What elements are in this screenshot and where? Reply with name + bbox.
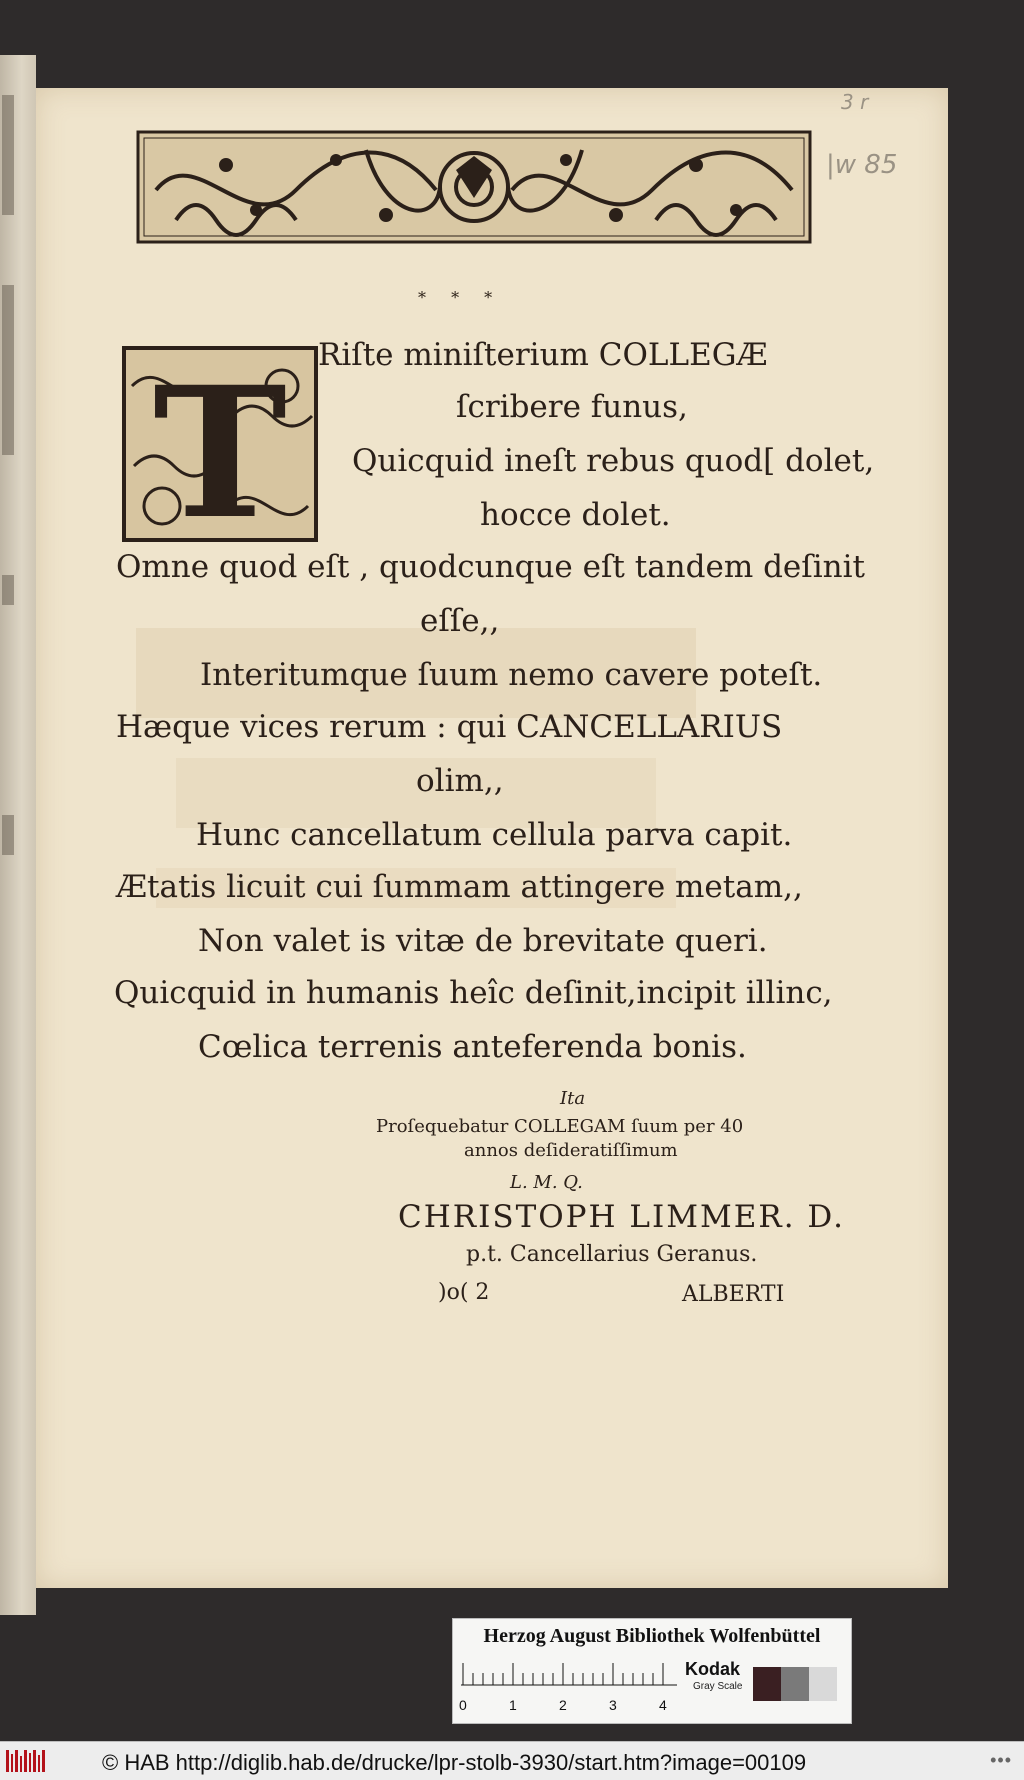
gray-swatch-dark: [753, 1667, 781, 1701]
ornamental-headpiece: [136, 130, 812, 244]
gray-scale-label: Gray Scale: [693, 1681, 743, 1692]
left-page-text-fragment: [2, 95, 14, 215]
closing-dedication-line: Proſequebatur COLLEGAM ſuum per 40: [376, 1116, 744, 1137]
left-page-text-fragment: [2, 815, 14, 855]
poem-line: Hæque vices rerum : qui CANCELLARIUS: [116, 709, 783, 745]
author-title: p.t. Cancellarius Geranus.: [466, 1242, 758, 1267]
kodak-brand: Kodak: [685, 1659, 741, 1679]
poem-line: ſcribere funus,: [456, 389, 688, 425]
poem-line: Omne quod eſt , quodcunque eſt tandem deſinit: [116, 549, 865, 585]
author-name: CHRISTOPH LIMMER. D.: [398, 1199, 846, 1235]
decorated-initial-letter: [122, 346, 318, 542]
pencil-shelfmark-note: |w 85: [826, 150, 898, 180]
ruler-digit: 2: [559, 1697, 567, 1713]
ruler-digit: 1: [509, 1697, 517, 1713]
ruler-digit: 0: [459, 1697, 467, 1713]
library-name: Herzog August Bibliothek Wolfenbüttel: [483, 1625, 821, 1647]
signature-mark: )o( 2: [438, 1280, 490, 1305]
poem-line: Riſte miniſterium COLLEGÆ: [318, 337, 768, 373]
poem-line: Quicquid ineſt rebus quod[ dolet,: [352, 443, 875, 479]
poem-line: eſſe,,: [420, 603, 500, 639]
color-target-card: [452, 1618, 852, 1724]
more-options-button[interactable]: •••: [990, 1750, 1012, 1770]
document-page: [36, 88, 948, 1588]
gray-swatch-mid: [781, 1667, 809, 1701]
pencil-folio-number: 3 r: [841, 90, 869, 114]
poem-line: Interitumque ſuum nemo cavere poteſt.: [200, 657, 823, 693]
ruler-digit: 4: [659, 1697, 667, 1713]
asterism: * * *: [418, 288, 503, 307]
catchword: ALBERTI: [682, 1282, 785, 1307]
left-page-text-fragment: [2, 575, 14, 605]
ruler-digit: 3: [609, 1697, 617, 1713]
left-page-text-fragment: [2, 285, 14, 455]
poem-line: Non valet is vitæ de brevitate queri.: [198, 923, 768, 959]
poem-line: hocce dolet.: [480, 497, 671, 533]
initial-letter-glyph: T: [153, 348, 287, 542]
closing-ita: Ita: [560, 1088, 586, 1109]
measurement-ruler: [461, 1659, 677, 1687]
poem-line: Ætatis licuit cui ſummam attingere metam,,: [116, 869, 803, 905]
closing-lmq: L. M. Q.: [510, 1172, 583, 1193]
left-page-edge: [0, 55, 36, 1615]
poem-line: Quicquid in humanis heîc deſinit,incipit illinc,: [114, 975, 833, 1011]
poem-line: olim,,: [416, 763, 504, 799]
poem-line: Hunc cancellatum cellula parva capit.: [196, 817, 793, 853]
closing-dedication-line: annos deſideratiſſimum: [464, 1140, 678, 1161]
gray-swatch-light: [809, 1667, 837, 1701]
hab-logo-icon: [6, 1748, 46, 1774]
poem-line: Cœlica terrenis anteferenda bonis.: [198, 1029, 747, 1065]
citation-link[interactable]: © HAB http://diglib.hab.de/drucke/lpr-stolb-3930/start.htm?image=00109: [102, 1750, 807, 1775]
viewer-footer-bar: [0, 1741, 1024, 1780]
